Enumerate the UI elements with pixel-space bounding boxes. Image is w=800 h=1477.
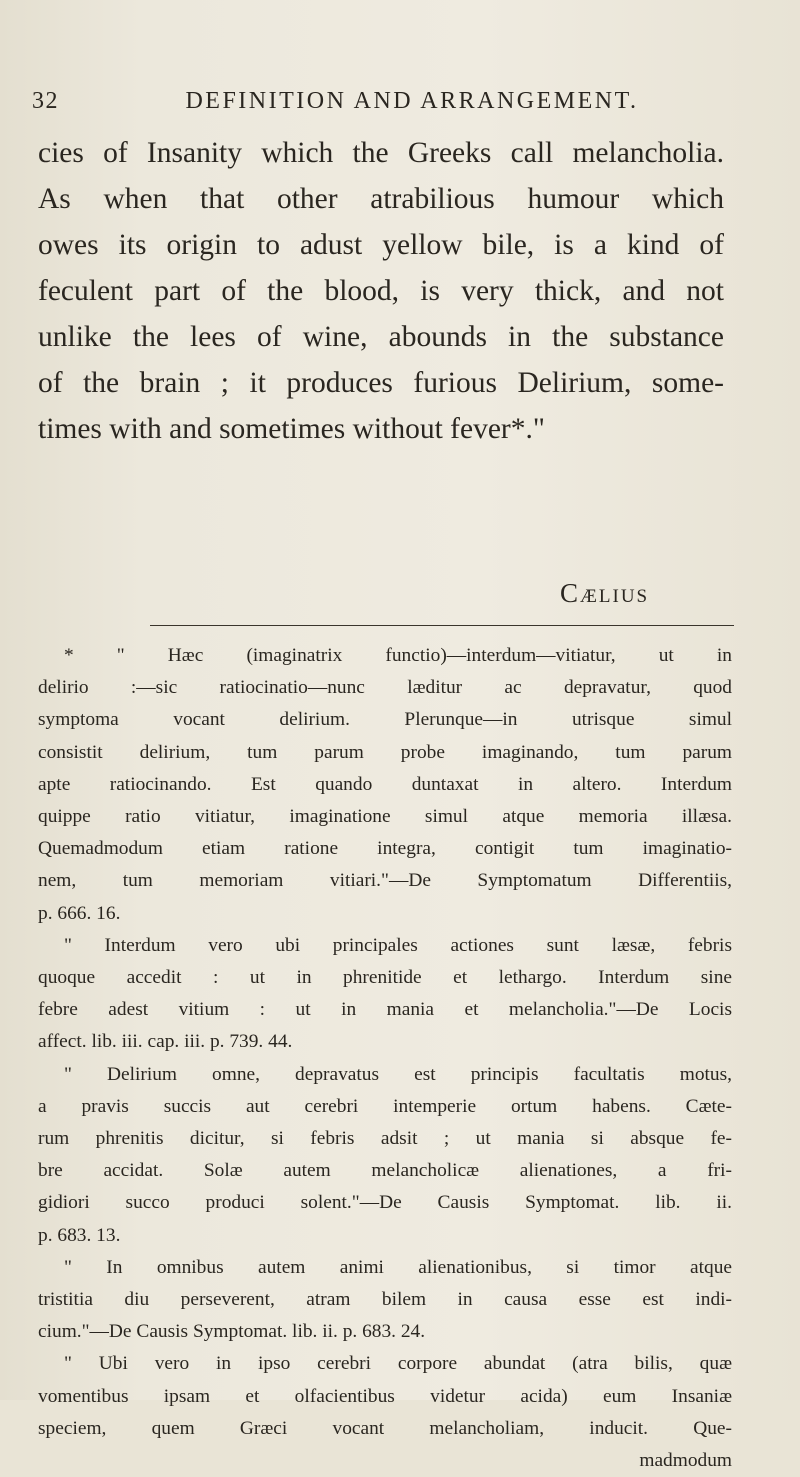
footnote-line: consistit delirium, tum parum probe imaginando, tum parum (38, 741, 732, 763)
footnote-line: nem, tum memoriam vitiari."—De Symptomatum Differentiis, (38, 870, 732, 892)
footnote-line: febre adest vitium : ut in mania et melancholia."—De Locis (38, 999, 732, 1021)
footnote-line: symptoma vocant delirium. Plerunque—in utrisque simul (38, 709, 732, 731)
footnote-line: tristitia diu perseverent, atram bilem in causa esse est indi- (38, 1289, 732, 1311)
footnote-line: quoque accedit : ut in phrenitide et lethargo. Interdum sine (38, 967, 732, 989)
main-text-line: cies of Insanity which the Greeks call melancholia. (38, 137, 724, 169)
main-text-line: unlike the lees of wine, abounds in the substance (38, 321, 724, 353)
footnote-line: speciem, quem Græci vocant melancholiam, inducit. Que- (38, 1417, 732, 1439)
footnote-line: quippe ratio vitiatur, imaginatione simul atque memoria illæsa. (38, 806, 732, 828)
footnote-line: vomentibus ipsam et olfacientibus videtur acida) eum Insaniæ (38, 1385, 732, 1407)
main-text-line: times with and sometimes without fever*." (38, 413, 545, 445)
footnotes (38, 640, 732, 1477)
footnote-line: rum phrenitis dicitur, si febris adsit ; ut mania si absque fe- (38, 1128, 732, 1150)
running-head: DEFINITION AND ARRANGEMENT. (185, 88, 639, 114)
page-header (32, 88, 722, 124)
footnote-line: cium."—De Causis Symptomat. lib. ii. p. 683. 24. (38, 1321, 426, 1343)
footnote-line: bre accidat. Solæ autem melancholicæ alienationes, a fri- (38, 1160, 732, 1182)
footnote-5 (38, 1348, 732, 1477)
footnote-line: apte ratiocinando. Est quando duntaxat in altero. Interdum (38, 773, 732, 795)
footnote-line: p. 666. 16. (38, 902, 121, 924)
footnote-line: a pravis succis aut cerebri intemperie ortum habens. Cæte- (38, 1095, 732, 1117)
footnote-line: madmodum (639, 1450, 732, 1472)
footnote-2 (38, 930, 732, 1059)
footnote-line: gidiori succo produci solent."—De Causis Symptomat. lib. ii. (38, 1192, 732, 1214)
footnote-line: " Interdum vero ubi principales actiones sunt læsæ, febris (64, 934, 732, 956)
footnote-divider (150, 625, 734, 626)
footnote-line: delirio :—sic ratiocinatio—nunc læditur ac depravatur, quod (38, 677, 732, 699)
footnote-line: " In omnibus autem animi alienationibus, si timor atque (64, 1256, 732, 1278)
quote-attribution: Cælius (560, 578, 650, 608)
main-text-line: of the brain ; it produces furious Delirium, some- (38, 367, 724, 399)
footnote-line: affect. lib. iii. cap. iii. p. 739. 44. (38, 1031, 293, 1053)
footnote-line: Quemadmodum etiam ratione integra, contigit tum imaginatio- (38, 838, 732, 860)
footnote-line: " Delirium omne, depravatus est principis facultatis motus, (64, 1063, 732, 1085)
page-number: 32 (32, 88, 59, 114)
footnote-line: p. 683. 13. (38, 1224, 121, 1246)
main-text-line: As when that other atrabilious humour which (38, 183, 724, 215)
main-text-line: owes its origin to adust yellow bile, is a kind of (38, 229, 724, 261)
footnote-4 (38, 1252, 732, 1349)
footnote-3 (38, 1059, 732, 1252)
footnote-line: " Ubi vero in ipso cerebri corpore abundat (atra bilis, quæ (64, 1353, 732, 1375)
main-text-block (38, 130, 724, 452)
footnote-line: * " Hæc (imaginatrix functio)—interdum—vitiatur, ut in (64, 645, 732, 666)
footnote-1 (38, 640, 732, 930)
main-text-line: feculent part of the blood, is very thick, and not (38, 275, 724, 307)
